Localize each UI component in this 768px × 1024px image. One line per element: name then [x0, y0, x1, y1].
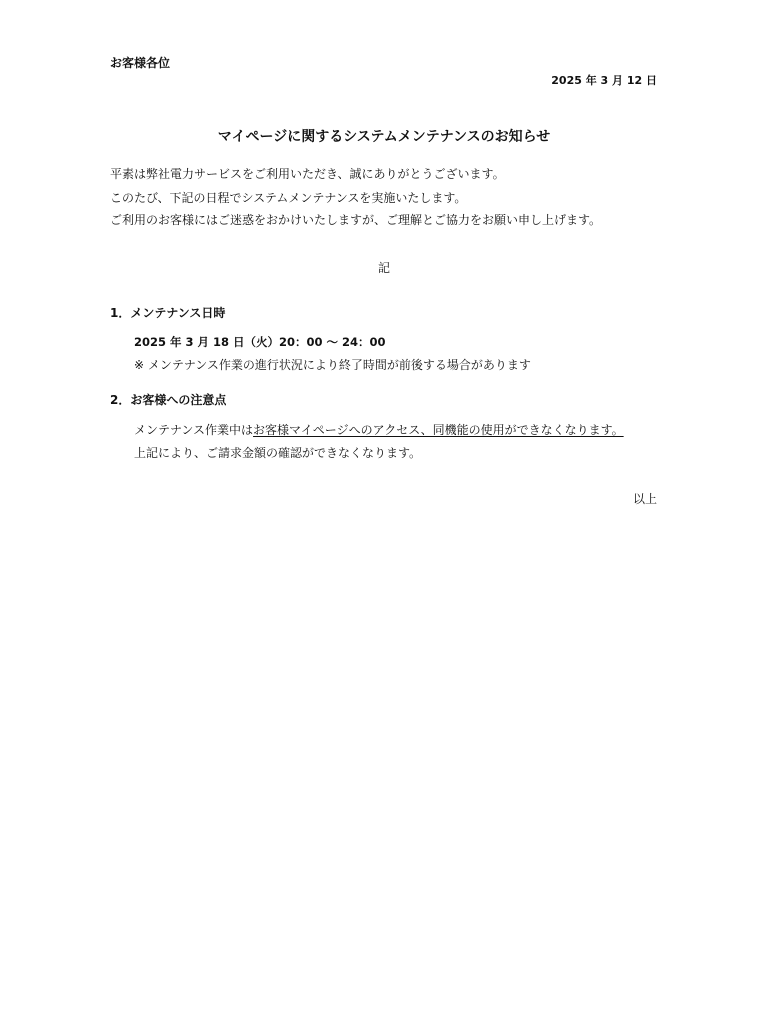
- intro-paragraph-3: ご利用のお客様にはご迷惑をおかけいたしますが、ご理解とご協力をお願い申し上げます。: [110, 213, 602, 227]
- intro-paragraph-2: このたび、下記の日程でシステムメンテナンスを実施いたします。: [110, 191, 467, 205]
- closing-word: 以上: [632, 492, 657, 506]
- section-2-line-2: 上記により、ご請求金額の確認ができなくなります。: [134, 446, 422, 460]
- section-2-heading: 2．お客様への注意点: [110, 393, 227, 407]
- recipient-line: お客様各位: [110, 56, 171, 70]
- section-2-line-1-prefix: メンテナンス作業中は: [134, 423, 254, 437]
- section-1-heading: 1．メンテナンス日時: [110, 306, 226, 320]
- section-2-line-1: [134, 422, 624, 438]
- maintenance-note: ※ メンテナンス作業の進行状況により終了時間が前後する場合があります: [134, 358, 531, 372]
- section-2-line-1-underlined: お客様マイページへのアクセス、同機能の使用ができなくなります。: [253, 423, 624, 437]
- issue-date: 2025 年 3 月 12 日: [551, 74, 657, 87]
- maintenance-datetime: 2025 年 3 月 18 日（火）20：00 〜 24：00: [134, 335, 386, 349]
- intro-paragraph-1: 平素は弊社電力サービスをご利用いただき、誠にありがとうございます。: [110, 167, 505, 181]
- document-title: マイページに関するシステムメンテナンスのお知らせ: [217, 129, 551, 145]
- ki-marker: 記: [377, 261, 390, 275]
